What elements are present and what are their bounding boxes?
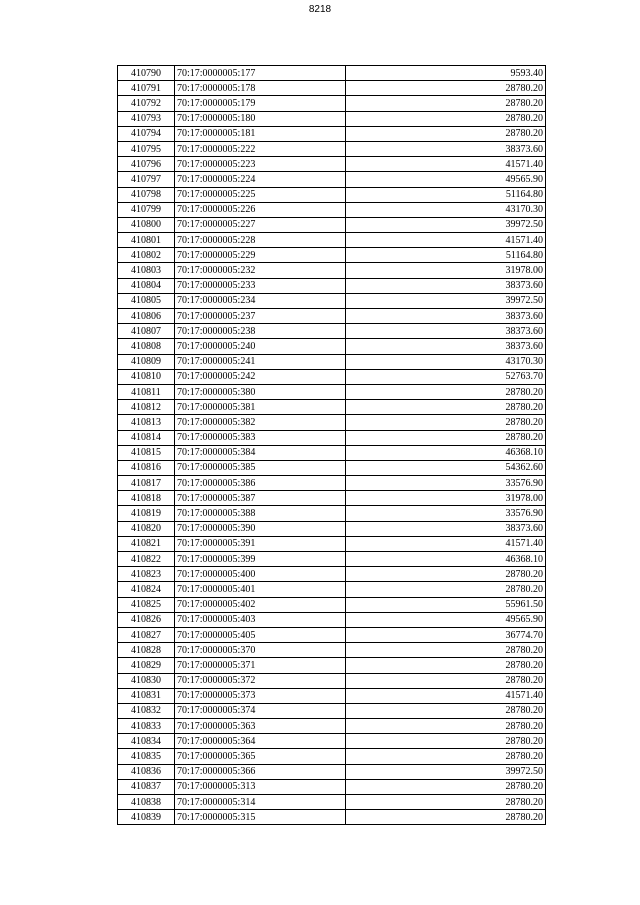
- value-cell: 28780.20: [346, 749, 546, 764]
- cadastral-number-cell: 70:17:0000005:241: [175, 354, 346, 369]
- table-row: [118, 597, 546, 612]
- table-row: [118, 263, 546, 278]
- row-number-cell: 410812: [118, 400, 175, 415]
- cadastral-number-cell: 70:17:0000005:181: [175, 126, 346, 141]
- row-number-cell: 410803: [118, 263, 175, 278]
- cadastral-number-cell: 70:17:0000005:391: [175, 536, 346, 551]
- table-row: [118, 202, 546, 217]
- row-number-cell: 410839: [118, 810, 175, 825]
- value-cell: 31978.00: [346, 263, 546, 278]
- table-row: [118, 460, 546, 475]
- cadastral-number-cell: 70:17:0000005:370: [175, 643, 346, 658]
- table-row: [118, 567, 546, 582]
- row-number-cell: 410816: [118, 460, 175, 475]
- value-cell: 28780.20: [346, 582, 546, 597]
- cadastral-number-cell: 70:17:0000005:381: [175, 400, 346, 415]
- value-cell: 43170.30: [346, 354, 546, 369]
- cadastral-number-cell: 70:17:0000005:224: [175, 172, 346, 187]
- cadastral-number-cell: 70:17:0000005:233: [175, 278, 346, 293]
- table-row: [118, 187, 546, 202]
- row-number-cell: 410804: [118, 278, 175, 293]
- cadastral-number-cell: 70:17:0000005:238: [175, 324, 346, 339]
- cadastral-number-cell: 70:17:0000005:234: [175, 293, 346, 308]
- row-number-cell: 410807: [118, 324, 175, 339]
- row-number-cell: 410824: [118, 582, 175, 597]
- row-number-cell: 410800: [118, 217, 175, 232]
- cadastral-number-cell: 70:17:0000005:225: [175, 187, 346, 202]
- value-cell: 38373.60: [346, 278, 546, 293]
- table-row: [118, 309, 546, 324]
- row-number-cell: 410832: [118, 703, 175, 718]
- value-cell: 28780.20: [346, 567, 546, 582]
- row-number-cell: 410829: [118, 658, 175, 673]
- cadastral-number-cell: 70:17:0000005:315: [175, 810, 346, 825]
- row-number-cell: 410838: [118, 795, 175, 810]
- row-number-cell: 410831: [118, 688, 175, 703]
- value-cell: 41571.40: [346, 233, 546, 248]
- cadastral-number-cell: 70:17:0000005:372: [175, 673, 346, 688]
- row-number-cell: 410796: [118, 157, 175, 172]
- value-cell: 36774.70: [346, 627, 546, 642]
- value-cell: 49565.90: [346, 172, 546, 187]
- cadastral-number-cell: 70:17:0000005:402: [175, 597, 346, 612]
- cadastral-number-cell: 70:17:0000005:387: [175, 491, 346, 506]
- value-cell: 28780.20: [346, 734, 546, 749]
- value-cell: 51164.80: [346, 187, 546, 202]
- table-row: [118, 248, 546, 263]
- value-cell: 55961.50: [346, 597, 546, 612]
- value-cell: 33576.90: [346, 476, 546, 491]
- table-row: [118, 658, 546, 673]
- row-number-cell: 410795: [118, 141, 175, 156]
- cadastral-number-cell: 70:17:0000005:242: [175, 369, 346, 384]
- row-number-cell: 410801: [118, 233, 175, 248]
- value-cell: 51164.80: [346, 248, 546, 263]
- table-row: [118, 369, 546, 384]
- cadastral-number-cell: 70:17:0000005:227: [175, 217, 346, 232]
- value-cell: 28780.20: [346, 111, 546, 126]
- row-number-cell: 410791: [118, 81, 175, 96]
- cadastral-number-cell: 70:17:0000005:385: [175, 460, 346, 475]
- value-cell: 41571.40: [346, 536, 546, 551]
- value-cell: 39972.50: [346, 293, 546, 308]
- table-row: [118, 521, 546, 536]
- value-cell: 28780.20: [346, 430, 546, 445]
- cadastral-number-cell: 70:17:0000005:365: [175, 749, 346, 764]
- table-row: [118, 734, 546, 749]
- row-number-cell: 410828: [118, 643, 175, 658]
- table-row: [118, 779, 546, 794]
- table-row: [118, 719, 546, 734]
- value-cell: 28780.20: [346, 779, 546, 794]
- value-cell: 28780.20: [346, 384, 546, 399]
- table-row: [118, 445, 546, 460]
- value-cell: 28780.20: [346, 400, 546, 415]
- cadastral-number-cell: 70:17:0000005:380: [175, 384, 346, 399]
- row-number-cell: 410808: [118, 339, 175, 354]
- row-number-cell: 410811: [118, 384, 175, 399]
- value-cell: 46368.10: [346, 552, 546, 567]
- row-number-cell: 410822: [118, 552, 175, 567]
- table-row: [118, 491, 546, 506]
- cadastral-number-cell: 70:17:0000005:364: [175, 734, 346, 749]
- table-row: [118, 324, 546, 339]
- cadastral-number-cell: 70:17:0000005:178: [175, 81, 346, 96]
- value-cell: 28780.20: [346, 126, 546, 141]
- table-row: [118, 384, 546, 399]
- cadastral-number-cell: 70:17:0000005:180: [175, 111, 346, 126]
- row-number-cell: 410802: [118, 248, 175, 263]
- cadastral-number-cell: 70:17:0000005:228: [175, 233, 346, 248]
- data-table: [117, 65, 546, 825]
- cadastral-number-cell: 70:17:0000005:314: [175, 795, 346, 810]
- value-cell: 38373.60: [346, 324, 546, 339]
- row-number-cell: 410825: [118, 597, 175, 612]
- row-number-cell: 410809: [118, 354, 175, 369]
- table-row: [118, 795, 546, 810]
- cadastral-number-cell: 70:17:0000005:405: [175, 627, 346, 642]
- table-row: [118, 293, 546, 308]
- cadastral-number-cell: 70:17:0000005:390: [175, 521, 346, 536]
- cadastral-number-cell: 70:17:0000005:399: [175, 552, 346, 567]
- row-number-cell: 410792: [118, 96, 175, 111]
- value-cell: 28780.20: [346, 703, 546, 718]
- table-row: [118, 278, 546, 293]
- value-cell: 38373.60: [346, 521, 546, 536]
- row-number-cell: 410817: [118, 476, 175, 491]
- value-cell: 31978.00: [346, 491, 546, 506]
- value-cell: 39972.50: [346, 764, 546, 779]
- row-number-cell: 410815: [118, 445, 175, 460]
- table-row: [118, 749, 546, 764]
- row-number-cell: 410830: [118, 673, 175, 688]
- table-row: [118, 764, 546, 779]
- value-cell: 28780.20: [346, 643, 546, 658]
- row-number-cell: 410837: [118, 779, 175, 794]
- table-row: [118, 339, 546, 354]
- row-number-cell: 410806: [118, 309, 175, 324]
- cadastral-number-cell: 70:17:0000005:403: [175, 612, 346, 627]
- row-number-cell: 410823: [118, 567, 175, 582]
- value-cell: 38373.60: [346, 339, 546, 354]
- table-row: [118, 172, 546, 187]
- cadastral-number-cell: 70:17:0000005:374: [175, 703, 346, 718]
- row-number-cell: 410814: [118, 430, 175, 445]
- table-row: [118, 643, 546, 658]
- value-cell: 52763.70: [346, 369, 546, 384]
- table-row: [118, 111, 546, 126]
- table-row: [118, 688, 546, 703]
- value-cell: 39972.50: [346, 217, 546, 232]
- row-number-cell: 410818: [118, 491, 175, 506]
- cadastral-number-cell: 70:17:0000005:371: [175, 658, 346, 673]
- cadastral-number-cell: 70:17:0000005:384: [175, 445, 346, 460]
- table-row: [118, 673, 546, 688]
- cadastral-number-cell: 70:17:0000005:313: [175, 779, 346, 794]
- row-number-cell: 410797: [118, 172, 175, 187]
- row-number-cell: 410813: [118, 415, 175, 430]
- value-cell: 28780.20: [346, 415, 546, 430]
- row-number-cell: 410836: [118, 764, 175, 779]
- table-body: [118, 66, 546, 825]
- row-number-cell: 410794: [118, 126, 175, 141]
- table-row: [118, 354, 546, 369]
- value-cell: 41571.40: [346, 157, 546, 172]
- value-cell: 28780.20: [346, 795, 546, 810]
- row-number-cell: 410793: [118, 111, 175, 126]
- cadastral-number-cell: 70:17:0000005:229: [175, 248, 346, 263]
- table-row: [118, 81, 546, 96]
- row-number-cell: 410821: [118, 536, 175, 551]
- table-row: [118, 627, 546, 642]
- cadastral-number-cell: 70:17:0000005:177: [175, 66, 346, 81]
- table-row: [118, 141, 546, 156]
- cadastral-number-cell: 70:17:0000005:383: [175, 430, 346, 445]
- table-row: [118, 476, 546, 491]
- row-number-cell: 410790: [118, 66, 175, 81]
- value-cell: 28780.20: [346, 719, 546, 734]
- row-number-cell: 410835: [118, 749, 175, 764]
- table-row: [118, 415, 546, 430]
- cadastral-number-cell: 70:17:0000005:363: [175, 719, 346, 734]
- row-number-cell: 410820: [118, 521, 175, 536]
- value-cell: 28780.20: [346, 658, 546, 673]
- value-cell: 46368.10: [346, 445, 546, 460]
- table-row: [118, 552, 546, 567]
- table-row: [118, 612, 546, 627]
- cadastral-number-cell: 70:17:0000005:222: [175, 141, 346, 156]
- value-cell: 38373.60: [346, 141, 546, 156]
- table-row: [118, 810, 546, 825]
- value-cell: 28780.20: [346, 673, 546, 688]
- row-number-cell: 410819: [118, 506, 175, 521]
- value-cell: 38373.60: [346, 309, 546, 324]
- value-cell: 41571.40: [346, 688, 546, 703]
- table-row: [118, 506, 546, 521]
- table-row: [118, 96, 546, 111]
- table-row: [118, 536, 546, 551]
- table-row: [118, 582, 546, 597]
- row-number-cell: 410834: [118, 734, 175, 749]
- row-number-cell: 410805: [118, 293, 175, 308]
- value-cell: 54362.60: [346, 460, 546, 475]
- row-number-cell: 410833: [118, 719, 175, 734]
- cadastral-number-cell: 70:17:0000005:179: [175, 96, 346, 111]
- table-row: [118, 430, 546, 445]
- cadastral-number-cell: 70:17:0000005:401: [175, 582, 346, 597]
- value-cell: 28780.20: [346, 96, 546, 111]
- table-row: [118, 400, 546, 415]
- value-cell: 43170.30: [346, 202, 546, 217]
- cadastral-number-cell: 70:17:0000005:366: [175, 764, 346, 779]
- table-row: [118, 126, 546, 141]
- row-number-cell: 410810: [118, 369, 175, 384]
- value-cell: 49565.90: [346, 612, 546, 627]
- cadastral-number-cell: 70:17:0000005:226: [175, 202, 346, 217]
- cadastral-number-cell: 70:17:0000005:386: [175, 476, 346, 491]
- row-number-cell: 410827: [118, 627, 175, 642]
- cadastral-number-cell: 70:17:0000005:232: [175, 263, 346, 278]
- value-cell: 28780.20: [346, 81, 546, 96]
- page-number: 8218: [308, 4, 332, 15]
- cadastral-number-cell: 70:17:0000005:237: [175, 309, 346, 324]
- table-row: [118, 157, 546, 172]
- cadastral-number-cell: 70:17:0000005:382: [175, 415, 346, 430]
- table-row: [118, 703, 546, 718]
- value-cell: 9593.40: [346, 66, 546, 81]
- cadastral-number-cell: 70:17:0000005:388: [175, 506, 346, 521]
- cadastral-number-cell: 70:17:0000005:400: [175, 567, 346, 582]
- row-number-cell: 410798: [118, 187, 175, 202]
- value-cell: 33576.90: [346, 506, 546, 521]
- cadastral-number-cell: 70:17:0000005:240: [175, 339, 346, 354]
- row-number-cell: 410826: [118, 612, 175, 627]
- table-row: [118, 217, 546, 232]
- cadastral-number-cell: 70:17:0000005:223: [175, 157, 346, 172]
- cadastral-number-cell: 70:17:0000005:373: [175, 688, 346, 703]
- value-cell: 28780.20: [346, 810, 546, 825]
- row-number-cell: 410799: [118, 202, 175, 217]
- table-row: [118, 233, 546, 248]
- table-row: [118, 66, 546, 81]
